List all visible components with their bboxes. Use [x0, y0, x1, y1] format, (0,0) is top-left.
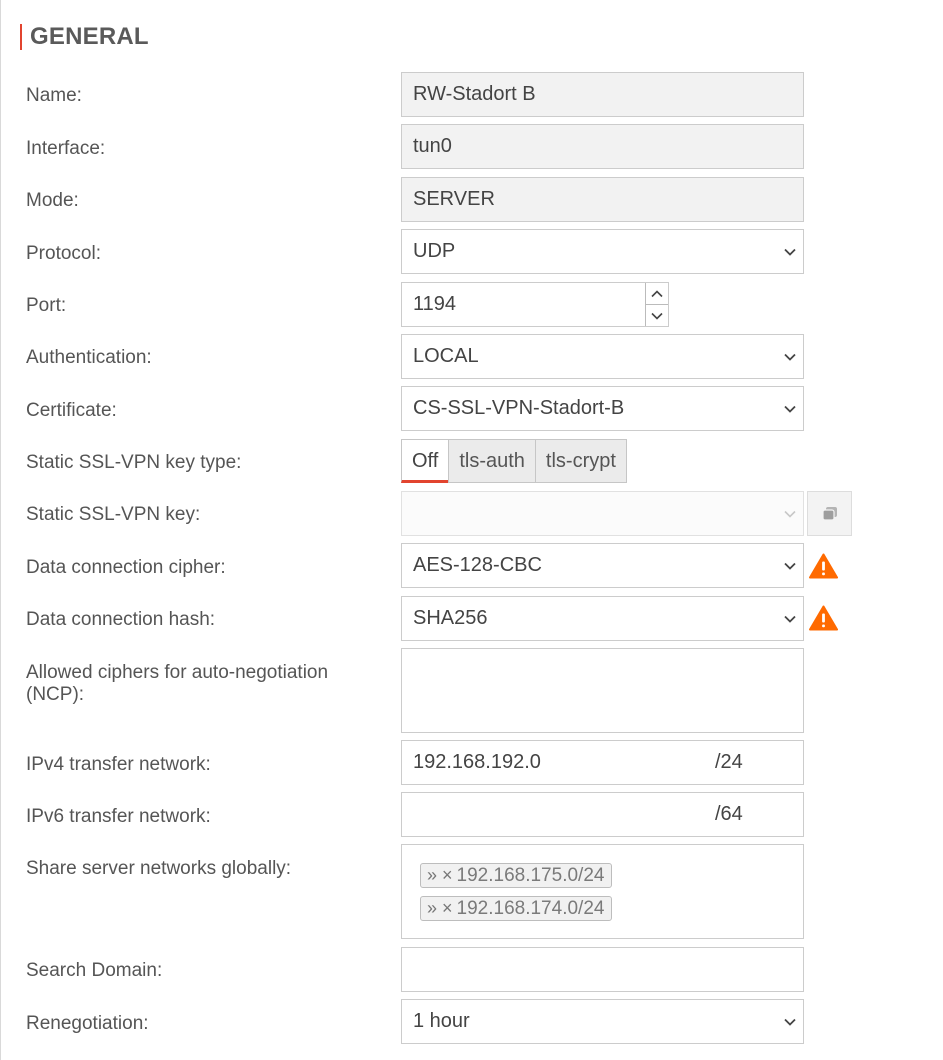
port-decrement-button[interactable]	[646, 305, 668, 327]
ipv6-label: IPv6 transfer network:	[26, 806, 211, 827]
ipv4-input[interactable]	[401, 740, 804, 785]
ncp-textarea[interactable]	[401, 648, 804, 733]
key-type-tls-auth-button[interactable]: tls-auth	[448, 439, 536, 483]
chevron-down-icon	[783, 1000, 797, 1043]
chevron-down-icon	[783, 335, 797, 378]
mode-field[interactable]: SERVER	[401, 177, 804, 222]
move-remove-icon[interactable]: » ×	[427, 865, 453, 885]
hash-label: Data connection hash:	[26, 609, 216, 630]
network-tag[interactable]	[420, 896, 612, 921]
search-domain-input[interactable]	[401, 947, 804, 992]
certificate-value: CS-SSL-VPN-Stadort-B	[413, 397, 625, 419]
chevron-up-icon	[651, 290, 663, 298]
authentication-select[interactable]	[401, 334, 804, 379]
cipher-value: AES-128-CBC	[413, 554, 542, 576]
key-type-tls-crypt-button[interactable]: tls-crypt	[535, 439, 627, 483]
chevron-down-icon	[783, 230, 797, 273]
protocol-value: UDP	[413, 240, 456, 262]
cipher-label: Data connection cipher:	[26, 557, 226, 578]
warning-icon[interactable]	[809, 553, 838, 579]
chevron-down-icon	[783, 387, 797, 430]
chevron-down-icon	[783, 492, 797, 535]
certificate-select[interactable]	[401, 386, 804, 431]
network-tag-label: 192.168.174.0/24	[456, 898, 605, 919]
warning-icon[interactable]	[809, 605, 838, 631]
protocol-select[interactable]	[401, 229, 804, 274]
certificate-label: Certificate:	[26, 400, 117, 421]
ncp-label: Allowed ciphers for auto-negotiation (NCP):	[26, 662, 329, 705]
ipv4-prefix: /24	[715, 751, 743, 773]
port-increment-button[interactable]	[646, 283, 668, 305]
key-type-label: Static SSL-VPN key type:	[26, 452, 242, 473]
chevron-down-icon	[651, 312, 663, 320]
protocol-label: Protocol:	[26, 243, 101, 264]
search-domain-label: Search Domain:	[26, 960, 163, 981]
ipv4-label: IPv4 transfer network:	[26, 754, 211, 775]
renegotiation-select[interactable]	[401, 999, 804, 1044]
chevron-down-icon	[783, 544, 797, 587]
left-border	[0, 0, 1, 1060]
copy-icon	[821, 506, 839, 522]
interface-field[interactable]: tun0	[401, 124, 804, 169]
key-select[interactable]	[401, 491, 804, 536]
interface-label: Interface:	[26, 138, 106, 159]
ipv6-input[interactable]	[401, 792, 804, 837]
ipv4-address-value: 192.168.192.0	[413, 751, 541, 773]
key-type-toggle	[401, 439, 627, 483]
move-remove-icon[interactable]: » ×	[427, 898, 453, 918]
key-type-off-button[interactable]: Off	[401, 439, 449, 483]
share-label: Share server networks globally:	[26, 858, 292, 879]
port-label: Port:	[26, 295, 67, 316]
network-tag-label: 192.168.175.0/24	[456, 865, 605, 886]
network-tag[interactable]	[420, 863, 612, 888]
authentication-value: LOCAL	[413, 345, 479, 367]
renegotiation-label: Renegotiation:	[26, 1013, 149, 1034]
port-value: 1194	[413, 293, 457, 315]
copy-key-button[interactable]	[807, 491, 852, 536]
renegotiation-value: 1 hour	[413, 1010, 470, 1032]
port-spinner	[645, 283, 668, 326]
cipher-select[interactable]	[401, 543, 804, 588]
ipv6-prefix: /64	[715, 803, 743, 825]
authentication-label: Authentication:	[26, 347, 152, 368]
hash-select[interactable]	[401, 596, 804, 641]
hash-value: SHA256	[413, 607, 488, 629]
port-input[interactable]	[401, 282, 669, 327]
name-field[interactable]: RW-Stadort B	[401, 72, 804, 117]
mode-label: Mode:	[26, 190, 79, 211]
chevron-down-icon	[783, 597, 797, 640]
key-label: Static SSL-VPN key:	[26, 504, 201, 525]
shared-networks-input[interactable]	[401, 844, 804, 939]
name-label: Name:	[26, 85, 82, 106]
section-title: GENERAL	[20, 24, 149, 50]
